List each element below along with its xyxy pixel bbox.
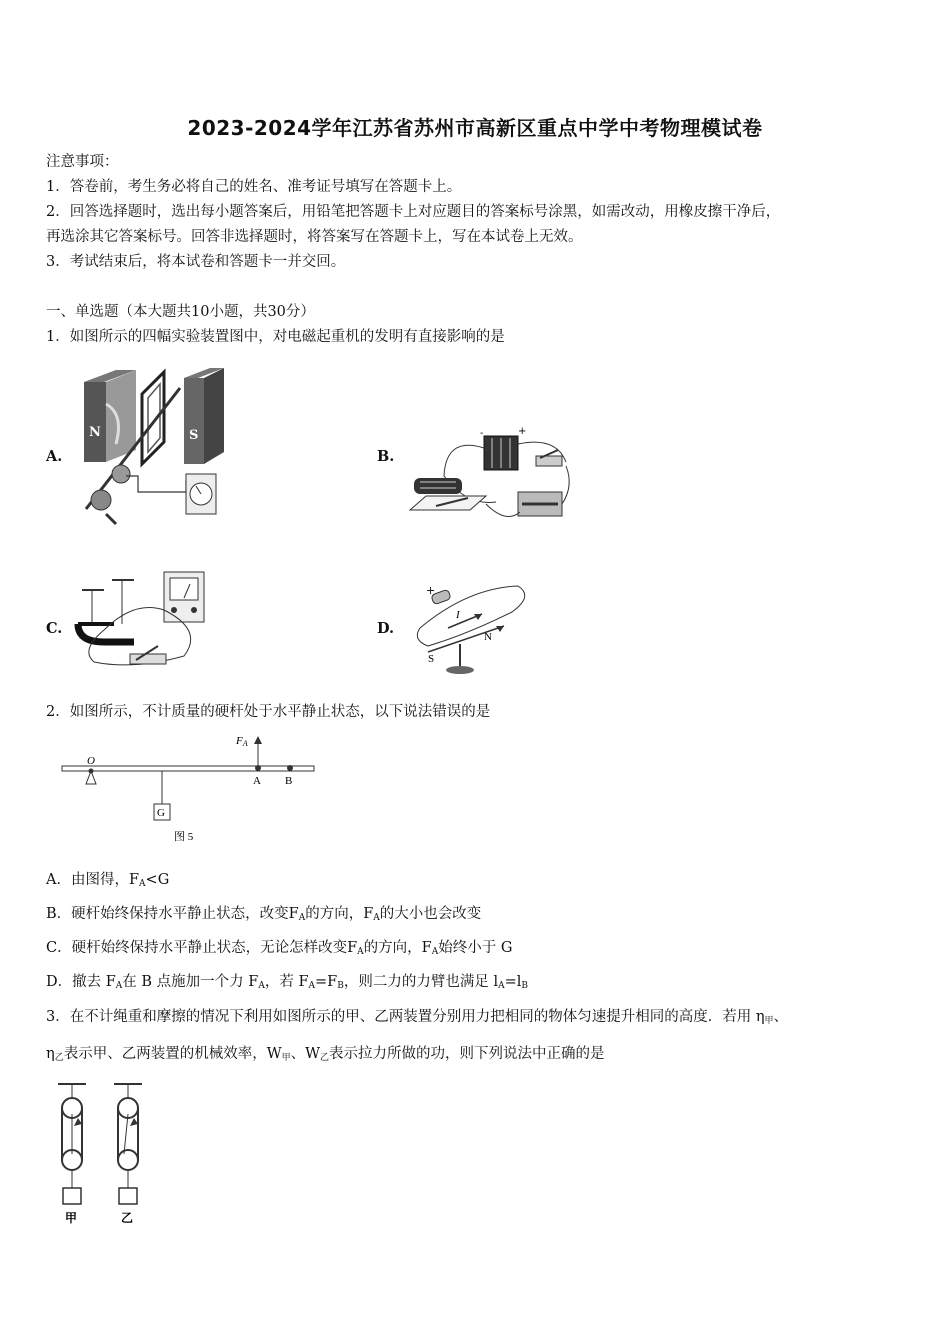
svg-text:FA: FA [236, 735, 248, 748]
section-heading: 一、单选题（本大题共10小题，共30分） [46, 304, 315, 320]
magnet-s-label: S [189, 428, 199, 443]
notice-item-2: 2．回答选择题时，选出每小题答案后，用铅笔把答题卡上对应题目的答案标号涂黑，如需改动，用橡皮擦干净后， [46, 204, 781, 220]
q1-figure-a [76, 364, 226, 524]
weight-g-label: G [157, 807, 165, 819]
q3-pulley-figure [52, 1078, 152, 1228]
q1-option-a-label: A. [46, 448, 63, 465]
q1-figure-c [74, 570, 214, 676]
svg-text:-: - [480, 428, 484, 439]
current-i-label: I [456, 609, 460, 621]
q1-figure-b [406, 426, 576, 526]
q2-lever-figure [56, 730, 326, 850]
q2-option-b: B．硬杆始终保持水平静止状态，改变$F_A$的方向，$F_A$的大小也会改变 [46, 906, 482, 923]
q1-figure-d [408, 578, 538, 676]
q1-stem: 1．如图所示的四幅实验装置图中，对电磁起重机的发明有直接影响的是 [46, 329, 505, 345]
q3-stem-line-1: 3．在不计绳重和摩擦的情况下利用如图所示的甲、乙两装置分别用力把相同的物体匀速提升相同的高度．若用 $\eta_甲$、 [46, 1009, 789, 1026]
force-fa-label: F [236, 735, 243, 747]
q2-option-a: A．由图得，$F_A<G$ [46, 872, 170, 889]
notice-heading: 注意事项： [46, 154, 119, 170]
q1-option-c-label: C. [46, 620, 63, 637]
pivot-o-label: O [87, 755, 95, 767]
q2-option-c: C．硬杆始终保持水平静止状态，无论怎样改变$F_A$的方向，$F_A$始终小于 G [46, 940, 513, 957]
svg-text:+: + [518, 426, 527, 437]
label-yi: 乙 [121, 1211, 134, 1225]
q2-stem: 2．如图所示，不计质量的硬杆处于水平静止状态，以下说法错误的是 [46, 704, 491, 720]
notice-item-3: 3．考试结束后，将本试卷和答题卡一并交回。 [46, 254, 346, 270]
notice-item-1: 1．答卷前，考生务必将自己的姓名、准考证号填写在答题卡上。 [46, 179, 462, 195]
q2-option-d: D．撤去 $F_A$在 B 点施加一个力 $F_A$，若 $F_A=F_B$，则二力的力臂也满足 $l_A=l_B$ [46, 974, 529, 991]
point-b-label: B [285, 775, 293, 787]
notice-item-2-cont: 再选涂其它答案标号。回答非选择题时，将答案写在答题卡上，写在本试卷上无效。 [46, 229, 583, 245]
svg-text:+: + [426, 584, 436, 597]
q1-option-d-label: D. [377, 620, 395, 637]
q3-stem-line-2: $\eta_乙$表示甲、乙两装置的机械效率，$W_甲$、$W_乙$表示拉力所做的功，则下列说法中正确的是 [46, 1046, 605, 1063]
label-jia: 甲 [65, 1211, 78, 1225]
needle-s-label: S [428, 653, 435, 665]
needle-n-label: N [484, 631, 492, 643]
figure-caption: 图 5 [174, 831, 194, 843]
point-a-label: A [253, 775, 261, 787]
magnet-n-label: N [89, 425, 101, 440]
page-title: 2023-2024学年江苏省苏州市高新区重点中学中考物理模试卷 [187, 116, 763, 140]
q1-option-b-label: B. [377, 448, 395, 465]
